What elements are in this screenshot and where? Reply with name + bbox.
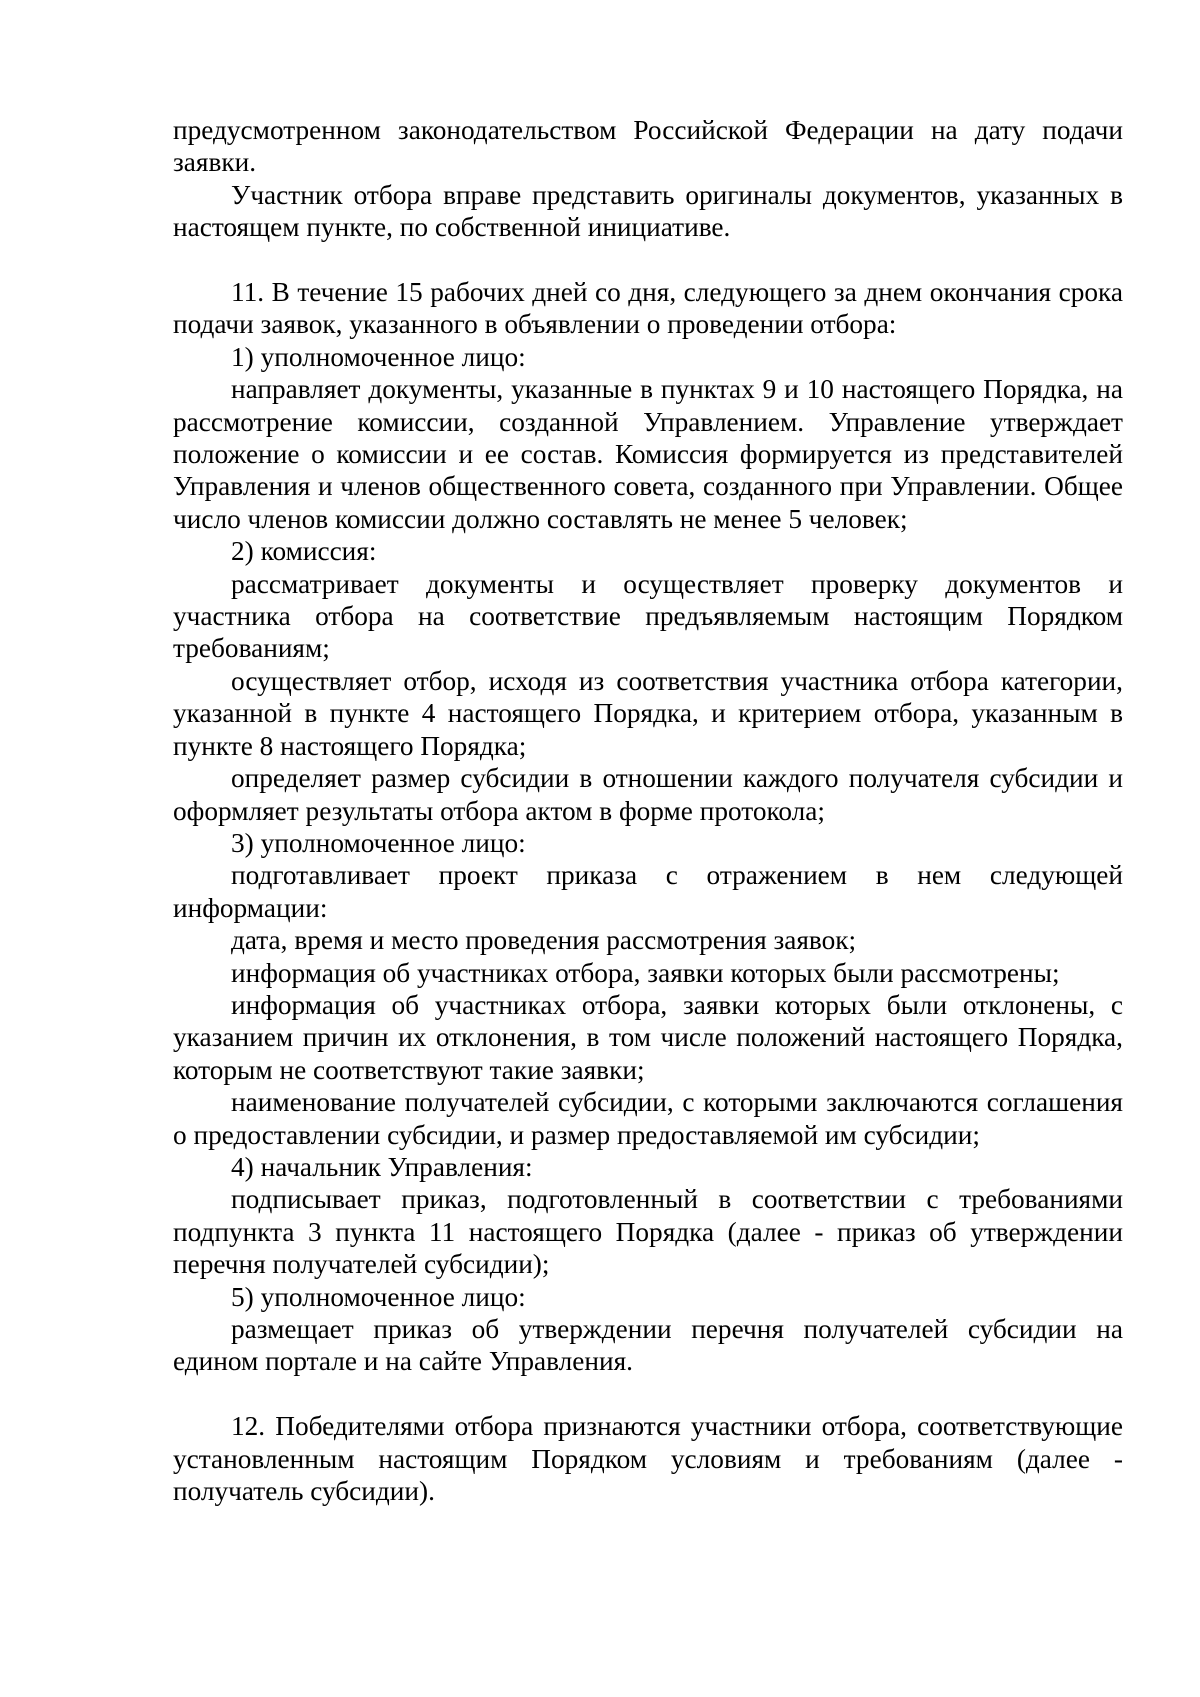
paragraph-10: 3) уполномоченное лицо: [231, 827, 526, 858]
paragraph-13: информация об участниках отбора, заявки которых были рассмотрены; [231, 957, 1060, 988]
paragraph-17: подписывает приказ, подготовленный в соответствии с требованиями подпункта 3 пункта 11 настоящего Порядка (далее - приказ об утверждении перечня получателей субсидии); [173, 1184, 1123, 1280]
paragraph-12: дата, время и место проведения рассмотрения заявок; [231, 925, 857, 956]
paragraph-19: размещает приказ об утверждении перечня получателей субсидии на едином портале и на сайте Управления. [173, 1314, 1123, 1377]
paragraph-3: 11. В течение 15 рабочих дней со дня, следующего за днем окончания срока подачи заявок, указанного в объявлении о проведении отбора: [173, 277, 1123, 340]
paragraph-20: 12. Победителями отбора признаются участники отбора, соответствующие установленным настоящим Порядком условиям и требованиям (далее - получатель субсидии). [173, 1411, 1123, 1507]
paragraph-6: 2) комиссия: [231, 536, 377, 567]
paragraph-11: подготавливает проект приказа с отражением в нем следующей информации: [173, 860, 1123, 923]
paragraph-18: 5) уполномоченное лицо: [231, 1281, 526, 1312]
paragraph-8: осуществляет отбор, исходя из соответствия участника отбора категории, указанной в пункте 4 настоящего Порядка, и критерием отбора, указанным в пункте 8 настоящего Порядка; [173, 665, 1123, 761]
paragraph-7: рассматривает документы и осуществляет проверку документов и участника отбора на соответствие предъявляемым настоящим Порядком требованиям; [173, 568, 1123, 664]
paragraph-5: направляет документы, указанные в пунктах 9 и 10 настоящего Порядка, на рассмотрение комиссии, созданной Управлением. Управление утверждает положение о комиссии и ее состав. Комиссия формируется из представителей Управления и членов общественного совета, созданного при Управлении. Общее число членов комиссии должно составлять не менее 5 человек; [173, 374, 1123, 534]
paragraph-1: предусмотренном законодательством Российской Федерации на дату подачи заявки. [173, 115, 1123, 178]
paragraph-14: информация об участниках отбора, заявки которых были отклонены, с указанием причин их отклонения, в том числе положений настоящего Порядка, которым не соответствуют такие заявки; [173, 989, 1123, 1085]
paragraph-2: Участник отбора вправе представить оригиналы документов, указанных в настоящем пункте, по собственной инициативе. [173, 179, 1123, 243]
paragraph-4: 1) уполномоченное лицо: [231, 341, 526, 372]
paragraph-16: 4) начальник Управления: [231, 1151, 533, 1182]
paragraph-9: определяет размер субсидии в отношении каждого получателя субсидии и оформляет результаты отбора актом в форме протокола; [173, 763, 1123, 826]
document-body [173, 114, 1123, 1507]
paragraph-15: наименование получателей субсидии, с которыми заключаются соглашения о предоставлении субсидии, и размер предоставляемой им субсидии; [173, 1087, 1123, 1150]
